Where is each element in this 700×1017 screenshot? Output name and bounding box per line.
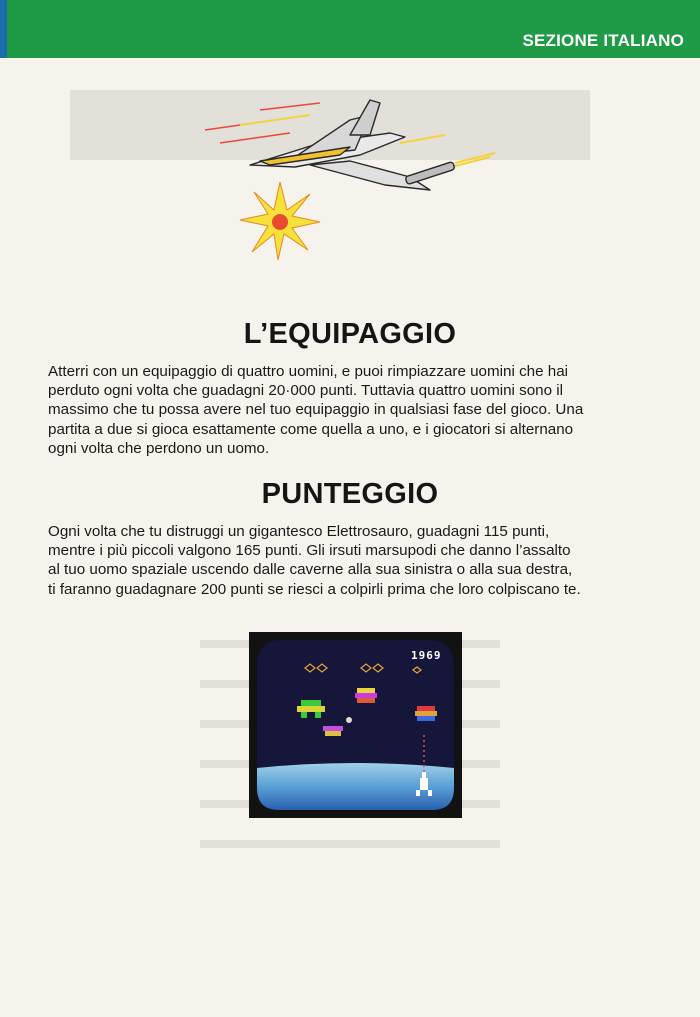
fighter-jet-icon xyxy=(200,95,510,275)
game-screenshot xyxy=(249,632,462,818)
scoring-heading: PUNTEGGIO xyxy=(261,478,439,510)
crew-paragraph xyxy=(48,362,680,458)
crew-line: Atterri con un equipaggio di quattro uomini, e puoi rimpiazzare uomini che hai xyxy=(48,363,569,380)
header-edge xyxy=(0,0,7,58)
scoring-line: ti faranno guadagnare 200 punti se riesci a colpirli prima che loro colpiscano te. xyxy=(48,580,581,598)
crew-line: partita a due si gioca esattamente come quella a uno, e i giocatori si alternano xyxy=(48,420,574,438)
game-screen-display xyxy=(257,640,454,810)
scoring-line: mentre i più piccoli valgono 165 punti. Gli irsuti marsupodi che danno l’assalto xyxy=(48,542,571,560)
scoring-line: Ogni volta che tu distruggi un gigantesco Elettrosauro, guadagni 115 punti, xyxy=(48,523,550,540)
scoring-line: al tuo uomo spaziale uscendo dalle caverne alla sua sinistra o alla sua destra, xyxy=(48,561,573,579)
scoring-paragraph xyxy=(48,522,680,599)
crew-line: perduto ogni volta che guadagni 20·000 punti. Tuttavia quattro uomini sono il xyxy=(48,382,564,400)
section-label: SEZIONE ITALIANO xyxy=(522,31,684,50)
crew-line: massimo che tu possa avere nel tuo equipaggio in qualsiasi fase del gioco. Una xyxy=(48,401,584,419)
game-score: 1969 xyxy=(411,649,442,662)
crew-heading: L’EQUIPAGGIO xyxy=(243,318,457,350)
crew-line: ogni volta che perdono un uomo. xyxy=(48,439,270,457)
